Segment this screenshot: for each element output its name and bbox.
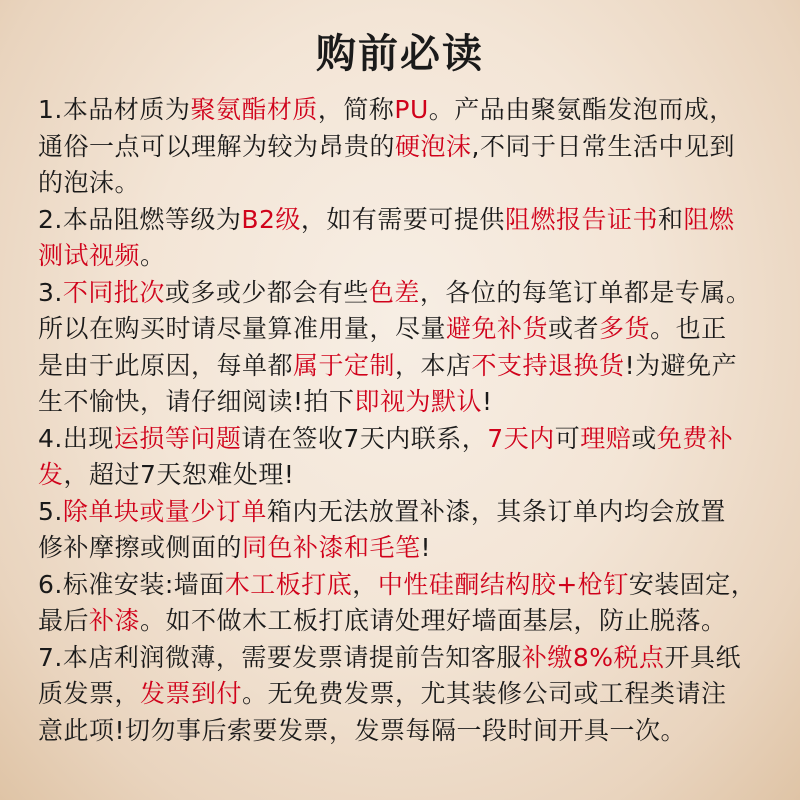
notice-line bbox=[38, 567, 768, 604]
body-text: ，简称 bbox=[317, 95, 395, 124]
highlight-text: 运损等问题 bbox=[113, 423, 242, 453]
notice-body bbox=[38, 92, 768, 749]
highlight-text: 理赔 bbox=[580, 423, 632, 453]
notice-item-7 bbox=[38, 640, 768, 750]
body-text: !为避免产 bbox=[624, 350, 738, 380]
notice-line bbox=[38, 457, 768, 494]
notice-line bbox=[38, 384, 768, 421]
page-title: 购前必读 bbox=[316, 31, 484, 77]
highlight-text: 阻燃 bbox=[683, 204, 735, 234]
body-text: 可 bbox=[554, 423, 581, 453]
highlight-text: 测试视频 bbox=[38, 241, 141, 270]
body-text: 6.标准安装:墙面 bbox=[38, 569, 225, 599]
highlight-text: B2级 bbox=[241, 204, 301, 234]
highlight-text: 不同批次 bbox=[62, 277, 165, 307]
notice-line bbox=[38, 348, 768, 385]
body-text: 。产品由聚氨酯发泡而成， bbox=[428, 95, 735, 124]
body-text: 1.本品材质为 bbox=[38, 95, 191, 124]
body-text: 通俗一点可以理解为较为昂贵的 bbox=[38, 131, 396, 161]
body-text: 开具纸 bbox=[664, 642, 742, 672]
body-text: ! bbox=[420, 533, 432, 562]
notice-line bbox=[38, 311, 768, 348]
body-text: 5. bbox=[38, 496, 63, 526]
body-text: 。 bbox=[140, 241, 166, 270]
highlight-text: 7天内 bbox=[487, 423, 555, 453]
notice-line bbox=[38, 640, 768, 677]
notice-item-3 bbox=[38, 275, 768, 421]
body-text: 请在签收7天内联系， bbox=[241, 423, 488, 453]
body-text: 所以在购买时请尽量算准用量，尽量 bbox=[38, 314, 447, 343]
body-text: 质发票， bbox=[38, 679, 141, 708]
notice-line bbox=[38, 603, 768, 640]
notice-item-6 bbox=[38, 567, 768, 640]
body-text: ，各位的每笔订单都是专属。 bbox=[419, 277, 752, 307]
body-text: ，本店 bbox=[395, 350, 472, 380]
notice-item-1 bbox=[38, 92, 768, 202]
body-text: 2.本品阻燃等级为 bbox=[38, 204, 242, 234]
body-text: 的泡沫。 bbox=[38, 168, 141, 197]
highlight-text: 多货 bbox=[599, 314, 651, 343]
notice-line bbox=[38, 676, 768, 713]
highlight-text: 硬泡沫 bbox=[395, 131, 472, 161]
highlight-text: 避免补货 bbox=[446, 314, 549, 343]
notice-line bbox=[38, 713, 768, 750]
body-text: 修补摩擦或侧面的 bbox=[38, 533, 243, 562]
body-text: 和 bbox=[657, 204, 684, 234]
highlight-text: 属于定制 bbox=[293, 350, 396, 380]
body-text: 或多或少都会有些 bbox=[164, 277, 369, 307]
highlight-text: 补缴8%税点 bbox=[521, 642, 665, 672]
notice-line bbox=[38, 275, 768, 312]
body-text: 7.本店利润微薄，需要发票请提前告知客服 bbox=[38, 642, 522, 672]
highlight-text: 发票到付 bbox=[140, 679, 243, 708]
body-text: 。无免费发票，尤其装修公司或工程类请注 bbox=[242, 679, 727, 708]
body-text: ，如有需要可提供 bbox=[300, 204, 505, 234]
notice-line bbox=[38, 92, 768, 129]
body-text: 箱内无法放置补漆，其条订单内均会放置 bbox=[266, 496, 726, 526]
highlight-text: PU bbox=[394, 95, 429, 124]
body-text: 。如不做木工板打底请处理好墙面基层，防止脱落。 bbox=[140, 606, 727, 635]
body-text: 4.出现 bbox=[38, 423, 114, 453]
body-text: ，超过7天恕难处理! bbox=[63, 460, 295, 489]
highlight-text: 免费补 bbox=[656, 423, 734, 453]
notice-item-4 bbox=[38, 421, 768, 494]
notice-line bbox=[38, 238, 768, 275]
notice-line bbox=[38, 202, 768, 239]
body-text: 或 bbox=[631, 423, 657, 453]
body-text: 生不愉快，请仔细阅读!拍下 bbox=[38, 387, 355, 416]
notice-item-5 bbox=[38, 494, 768, 567]
highlight-text: 即视为默认 bbox=[354, 387, 483, 416]
highlight-text: 发 bbox=[38, 460, 64, 489]
highlight-text: 除单块或量少订单 bbox=[62, 496, 267, 526]
body-text: ， bbox=[352, 569, 378, 599]
highlight-text: 同色补漆和毛笔 bbox=[242, 533, 421, 562]
highlight-text: 中性硅酮结构胶+枪钉 bbox=[377, 569, 629, 599]
highlight-text: 补漆 bbox=[89, 606, 141, 635]
body-text: 最后 bbox=[38, 606, 90, 635]
notice-item-2 bbox=[38, 202, 768, 275]
body-text: 是由于此原因，每单都 bbox=[38, 350, 294, 380]
notice-line bbox=[38, 421, 768, 458]
highlight-text: 木工板打底 bbox=[224, 569, 353, 599]
body-text: ! bbox=[482, 387, 493, 416]
highlight-text: 不支持退换货 bbox=[471, 350, 625, 380]
notice-line bbox=[38, 165, 768, 202]
body-text: ,不同于日常生活中见到 bbox=[471, 131, 735, 161]
highlight-text: 聚氨酯材质 bbox=[190, 95, 318, 124]
highlight-text: 阻燃报告证书 bbox=[504, 204, 658, 234]
notice-line bbox=[38, 494, 768, 531]
body-text: 3. bbox=[38, 277, 63, 307]
notice-line bbox=[38, 129, 768, 166]
body-text: 或者 bbox=[548, 314, 600, 343]
body-text: 意此项!切勿事后索要发票，发票每隔一段时间开具一次。 bbox=[38, 715, 687, 745]
body-text: 。也正 bbox=[650, 314, 727, 343]
body-text: 安装固定， bbox=[628, 569, 757, 599]
highlight-text: 色差 bbox=[368, 277, 420, 307]
notice-line bbox=[38, 530, 768, 567]
